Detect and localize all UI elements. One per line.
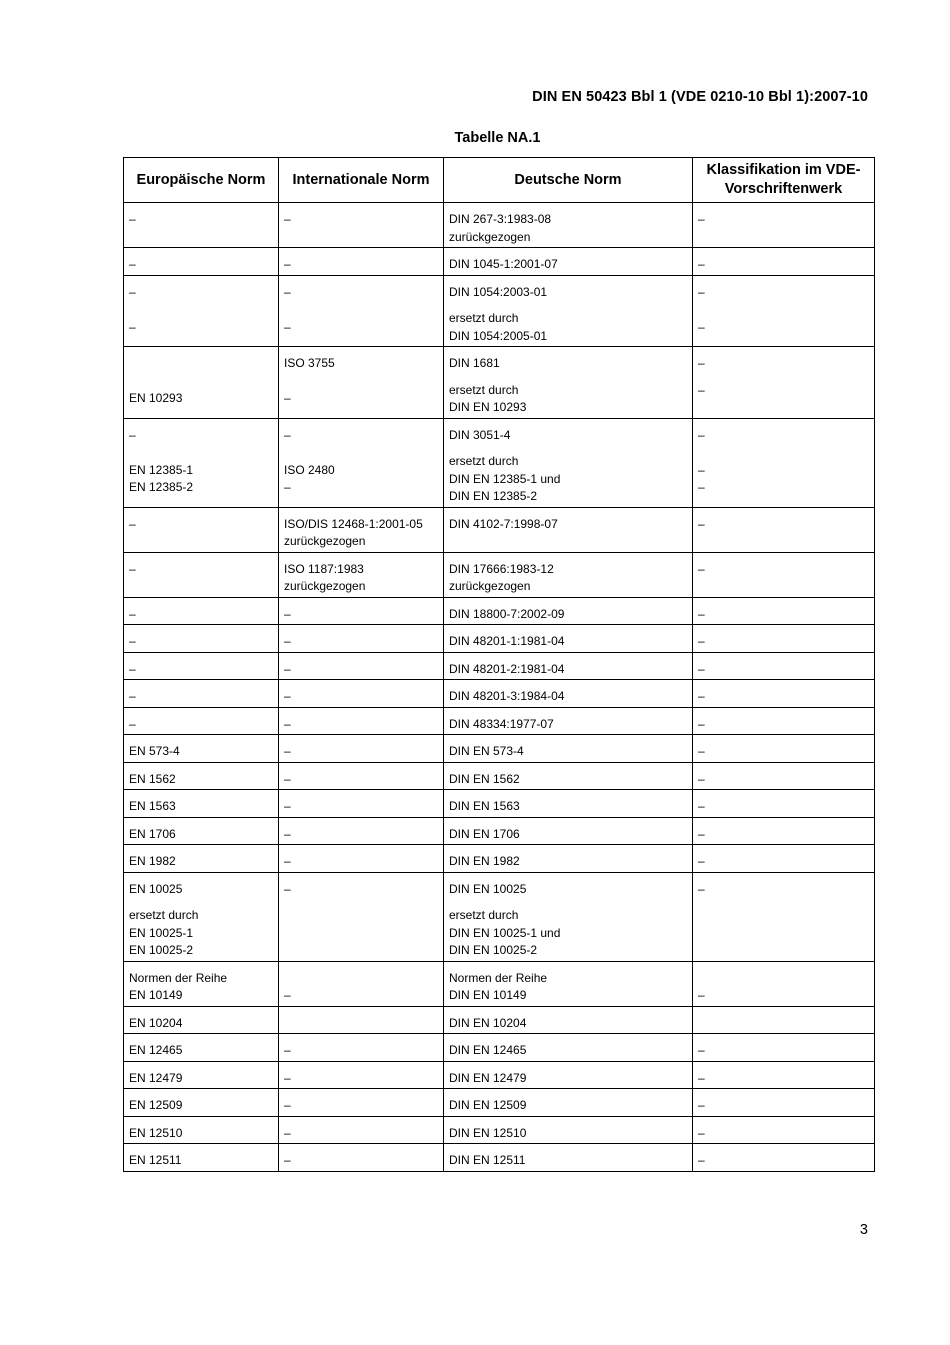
- cell-line: DIN EN 1706: [449, 826, 520, 841]
- cell-line: ersetzt durch: [449, 311, 519, 325]
- cell-line: –: [129, 319, 136, 334]
- table-row: [124, 248, 875, 276]
- international-norm-cell: [279, 1116, 444, 1144]
- european-norm-cell: [124, 597, 279, 625]
- cell-line: –: [698, 854, 705, 868]
- european-norm-cell: [124, 625, 279, 653]
- european-norm-cell: [124, 961, 279, 1006]
- cell-line: ersetzt durch: [449, 382, 519, 397]
- german-norm-cell: [444, 625, 693, 653]
- european-norm-cell: [124, 248, 279, 276]
- table-row: [124, 418, 875, 507]
- cell-line: [129, 444, 273, 462]
- vde-classification-cell: [693, 790, 875, 818]
- german-norm-cell: [444, 961, 693, 1006]
- table-row: [124, 1034, 875, 1062]
- table-row: [124, 1061, 875, 1089]
- table-row: [124, 1116, 875, 1144]
- cell-line: DIN EN 12385-2: [449, 489, 538, 503]
- international-norm-cell: [279, 872, 444, 961]
- table-row: [124, 1089, 875, 1117]
- column-header-european-norm: Europäische Norm: [124, 158, 279, 203]
- vde-classification-cell: [693, 1006, 875, 1034]
- cell-line: DIN 3051-4: [449, 427, 511, 442]
- cell-line: DIN 18800-7:2002-09: [449, 606, 565, 621]
- cell-line: –: [129, 661, 136, 676]
- cell-line: ersetzt durch: [129, 908, 199, 922]
- cell-line: –: [284, 988, 291, 1002]
- page-number: 3: [859, 1222, 868, 1238]
- german-norm-cell: [444, 1061, 693, 1089]
- german-norm-cell: [444, 248, 693, 276]
- cell-line: Normen der Reihe: [129, 970, 228, 985]
- header-row: [124, 158, 875, 203]
- table-row: [124, 961, 875, 1006]
- column-header-german-norm: Deutsche Norm: [444, 158, 693, 203]
- cell-line: [698, 1015, 869, 1033]
- cell-line: –: [698, 382, 705, 397]
- cell-line: –: [284, 1098, 291, 1112]
- german-norm-cell: [444, 707, 693, 735]
- vde-classification-cell: [693, 1089, 875, 1117]
- cell-line: [284, 373, 438, 391]
- german-norm-cell: [444, 1116, 693, 1144]
- cell-line: –: [284, 284, 291, 299]
- cell-line: –: [284, 257, 291, 271]
- cell-line: [284, 1015, 438, 1033]
- cell-line: Normen der Reihe: [449, 970, 548, 985]
- vde-classification-cell: [693, 347, 875, 419]
- international-norm-cell: [279, 735, 444, 763]
- table-row: [124, 275, 875, 347]
- cell-line: DIN EN 12465: [449, 1043, 527, 1057]
- cell-line: –: [284, 1125, 291, 1140]
- norm-table: [123, 157, 875, 1172]
- german-norm-cell: [444, 1144, 693, 1172]
- cell-line: zurückgezogen: [449, 579, 531, 593]
- table-row: [124, 1006, 875, 1034]
- cell-line: –: [698, 480, 705, 494]
- cell-line: DIN EN 1563: [449, 799, 520, 813]
- table-row: [124, 347, 875, 419]
- cell-line: DIN EN 1562: [449, 771, 520, 786]
- cell-line: –: [284, 716, 291, 731]
- cell-line: DIN 48201-2:1981-04: [449, 661, 565, 676]
- cell-line: EN 573-4: [129, 744, 180, 758]
- table-row: [124, 735, 875, 763]
- cell-line: DIN 1054:2005-01: [449, 328, 548, 343]
- german-norm-cell: [444, 418, 693, 507]
- cell-line: [284, 301, 438, 319]
- cell-line: –: [129, 427, 136, 442]
- european-norm-cell: [124, 845, 279, 873]
- german-norm-cell: [444, 735, 693, 763]
- cell-line: EN 12479: [129, 1070, 183, 1085]
- german-norm-cell: [444, 872, 693, 961]
- german-norm-cell: [444, 1034, 693, 1062]
- european-norm-cell: [124, 418, 279, 507]
- cell-line: DIN 1054:2003-01: [449, 284, 548, 299]
- table-row: [124, 707, 875, 735]
- european-norm-cell: [124, 1116, 279, 1144]
- table-row: [124, 680, 875, 708]
- international-norm-cell: [279, 507, 444, 552]
- vde-classification-cell: [693, 872, 875, 961]
- vde-classification-cell: [693, 1034, 875, 1062]
- cell-line: DIN 48201-1:1981-04: [449, 634, 565, 648]
- german-norm-cell: [444, 817, 693, 845]
- table-head: [124, 158, 875, 203]
- table-body: [124, 203, 875, 1172]
- cell-line: EN 10204: [129, 1015, 183, 1030]
- german-norm-cell: [444, 275, 693, 347]
- vde-classification-cell: [693, 961, 875, 1006]
- cell-line: [698, 970, 869, 988]
- cell-line: –: [284, 480, 291, 494]
- cell-line: –: [129, 689, 136, 703]
- european-norm-cell: [124, 872, 279, 961]
- european-norm-cell: [124, 1061, 279, 1089]
- international-norm-cell: [279, 1034, 444, 1062]
- vde-classification-cell: [693, 652, 875, 680]
- cell-line: DIN 48334:1977-07: [449, 716, 554, 731]
- cell-line: –: [284, 799, 291, 813]
- international-norm-cell: [279, 652, 444, 680]
- international-norm-cell: [279, 680, 444, 708]
- cell-line: EN 12511: [129, 1153, 182, 1167]
- european-norm-cell: [124, 203, 279, 248]
- cell-line: –: [698, 1070, 705, 1085]
- cell-line: –: [284, 212, 291, 226]
- international-norm-cell: [279, 347, 444, 419]
- european-norm-cell: [124, 1089, 279, 1117]
- cell-line: EN 1563: [129, 799, 176, 813]
- cell-line: –: [698, 1153, 705, 1167]
- international-norm-cell: [279, 845, 444, 873]
- column-header-vde-classification: Klassifikation im VDE-Vorschriftenwerk: [693, 158, 875, 203]
- vde-classification-cell: [693, 735, 875, 763]
- cell-line: –: [284, 771, 291, 786]
- cell-line: ISO 1187:1983: [284, 561, 364, 576]
- cell-line: ersetzt durch: [449, 908, 519, 922]
- cell-line: ISO 2480: [284, 462, 335, 477]
- international-norm-cell: [279, 552, 444, 597]
- table-row: [124, 872, 875, 961]
- cell-line: DIN EN 10025-2: [449, 943, 538, 957]
- vde-classification-cell: [693, 625, 875, 653]
- table-row: [124, 817, 875, 845]
- cell-line: EN 10149: [129, 988, 183, 1002]
- cell-line: –: [284, 881, 291, 896]
- cell-line: DIN EN 12479: [449, 1070, 527, 1085]
- cell-line: zurückgezogen: [284, 534, 366, 548]
- vde-classification-cell: [693, 1061, 875, 1089]
- cell-line: –: [698, 516, 705, 531]
- cell-line: –: [284, 634, 291, 648]
- international-norm-cell: [279, 625, 444, 653]
- cell-line: DIN 1681: [449, 356, 500, 370]
- cell-line: ISO 3755: [284, 356, 335, 370]
- cell-line: –: [129, 606, 136, 621]
- cell-line: DIN 17666:1983-12: [449, 561, 554, 576]
- international-norm-cell: [279, 961, 444, 1006]
- cell-line: –: [698, 257, 705, 271]
- international-norm-cell: [279, 790, 444, 818]
- international-norm-cell: [279, 1144, 444, 1172]
- cell-line: –: [698, 606, 705, 621]
- vde-classification-cell: [693, 845, 875, 873]
- vde-classification-cell: [693, 418, 875, 507]
- cell-line: –: [698, 1098, 705, 1112]
- international-norm-cell: [279, 597, 444, 625]
- german-norm-cell: [444, 1006, 693, 1034]
- table-row: [124, 597, 875, 625]
- european-norm-cell: [124, 552, 279, 597]
- cell-line: –: [129, 516, 136, 531]
- cell-line: –: [698, 284, 705, 299]
- cell-line: EN 10025: [129, 881, 183, 896]
- cell-line: DIN EN 1982: [449, 854, 520, 868]
- vde-classification-cell: [693, 597, 875, 625]
- vde-classification-cell: [693, 203, 875, 248]
- cell-line: –: [284, 1043, 291, 1057]
- international-norm-cell: [279, 1089, 444, 1117]
- cell-line: –: [698, 771, 705, 786]
- european-norm-cell: [124, 817, 279, 845]
- cell-line: –: [284, 391, 291, 405]
- cell-line: –: [698, 427, 705, 442]
- table-row: [124, 1144, 875, 1172]
- cell-line: ISO/DIS 12468-1:2001-05: [284, 516, 423, 531]
- cell-line: ersetzt durch: [449, 454, 519, 468]
- cell-line: –: [698, 634, 705, 648]
- european-norm-cell: [124, 680, 279, 708]
- cell-line: EN 12465: [129, 1043, 183, 1057]
- cell-line: EN 12509: [129, 1098, 183, 1112]
- cell-line: –: [698, 356, 705, 370]
- cell-line: –: [698, 212, 705, 226]
- cell-line: –: [698, 744, 705, 758]
- cell-line: –: [698, 716, 705, 731]
- international-norm-cell: [279, 275, 444, 347]
- cell-line: DIN EN 10025-1 und: [449, 925, 561, 940]
- cell-line: –: [129, 284, 136, 299]
- international-norm-cell: [279, 203, 444, 248]
- column-header-international-norm: Internationale Norm: [279, 158, 444, 203]
- cell-line: –: [129, 212, 136, 226]
- german-norm-cell: [444, 762, 693, 790]
- cell-line: EN 10293: [129, 391, 183, 405]
- cell-line: –: [698, 1125, 705, 1140]
- cell-line: –: [284, 606, 291, 621]
- european-norm-cell: [124, 790, 279, 818]
- cell-line: –: [698, 799, 705, 813]
- cell-line: zurückgezogen: [449, 229, 531, 244]
- cell-line: –: [129, 257, 136, 271]
- cell-line: EN 12510: [129, 1125, 183, 1140]
- vde-classification-cell: [693, 275, 875, 347]
- cell-line: –: [284, 826, 291, 841]
- cell-line: EN 1562: [129, 771, 176, 786]
- vde-classification-cell: [693, 1116, 875, 1144]
- vde-classification-cell: [693, 1144, 875, 1172]
- cell-line: EN 10025-1: [129, 925, 194, 940]
- european-norm-cell: [124, 762, 279, 790]
- german-norm-cell: [444, 203, 693, 248]
- german-norm-cell: [444, 790, 693, 818]
- german-norm-cell: [444, 652, 693, 680]
- cell-line: EN 12385-2: [129, 480, 194, 494]
- cell-line: DIN EN 12511: [449, 1153, 526, 1167]
- cell-line: –: [698, 1043, 705, 1057]
- cell-line: EN 12385-1: [129, 462, 194, 477]
- cell-line: [129, 355, 273, 373]
- cell-line: [129, 301, 273, 319]
- table-row: [124, 845, 875, 873]
- international-norm-cell: [279, 762, 444, 790]
- european-norm-cell: [124, 707, 279, 735]
- cell-line: EN 1982: [129, 854, 176, 868]
- cell-line: –: [698, 561, 705, 576]
- cell-line: [284, 970, 438, 988]
- european-norm-cell: [124, 1034, 279, 1062]
- german-norm-cell: [444, 845, 693, 873]
- cell-line: EN 10025-2: [129, 943, 194, 957]
- cell-line: –: [129, 561, 136, 576]
- cell-line: –: [698, 988, 705, 1002]
- european-norm-cell: [124, 735, 279, 763]
- cell-line: DIN 48201-3:1984-04: [449, 689, 565, 703]
- cell-line: [284, 444, 438, 462]
- cell-line: –: [284, 319, 291, 334]
- table-row: [124, 552, 875, 597]
- international-norm-cell: [279, 1061, 444, 1089]
- cell-line: [698, 444, 869, 462]
- cell-line: DIN EN 10204: [449, 1015, 527, 1030]
- cell-line: DIN EN 10025: [449, 881, 527, 896]
- cell-line: –: [284, 744, 291, 758]
- cell-line: [129, 373, 273, 391]
- cell-line: DIN EN 10149: [449, 988, 527, 1002]
- vde-classification-cell: [693, 552, 875, 597]
- cell-line: –: [284, 854, 291, 868]
- european-norm-cell: [124, 652, 279, 680]
- cell-line: DIN EN 573-4: [449, 744, 524, 758]
- german-norm-cell: [444, 680, 693, 708]
- vde-classification-cell: [693, 507, 875, 552]
- german-norm-cell: [444, 1089, 693, 1117]
- german-norm-cell: [444, 507, 693, 552]
- cell-line: –: [698, 826, 705, 841]
- cell-line: DIN EN 12510: [449, 1125, 527, 1140]
- vde-classification-cell: [693, 762, 875, 790]
- cell-line: –: [284, 689, 291, 703]
- german-norm-cell: [444, 597, 693, 625]
- international-norm-cell: [279, 1006, 444, 1034]
- cell-line: –: [129, 716, 136, 731]
- cell-line: –: [698, 661, 705, 676]
- international-norm-cell: [279, 707, 444, 735]
- international-norm-cell: [279, 418, 444, 507]
- german-norm-cell: [444, 347, 693, 419]
- cell-line: DIN 4102-7:1998-07: [449, 516, 558, 531]
- table-row: [124, 790, 875, 818]
- cell-line: –: [698, 689, 705, 703]
- cell-line: –: [284, 1070, 291, 1085]
- cell-line: –: [284, 427, 291, 442]
- cell-line: –: [698, 319, 705, 334]
- cell-line: –: [698, 462, 705, 477]
- table-row: [124, 203, 875, 248]
- european-norm-cell: [124, 507, 279, 552]
- cell-line: [698, 301, 869, 319]
- cell-line: DIN EN 12385-1 und: [449, 471, 561, 486]
- table-row: [124, 507, 875, 552]
- vde-classification-cell: [693, 248, 875, 276]
- european-norm-cell: [124, 347, 279, 419]
- document-header: DIN EN 50423 Bbl 1 (VDE 0210-10 Bbl 1):2007-10: [532, 89, 868, 105]
- table-title: Tabelle NA.1: [454, 130, 541, 146]
- cell-line: DIN EN 10293: [449, 400, 527, 414]
- cell-line: –: [284, 1153, 291, 1167]
- table-row: [124, 652, 875, 680]
- vde-classification-cell: [693, 707, 875, 735]
- cell-line: DIN EN 12509: [449, 1098, 527, 1112]
- european-norm-cell: [124, 1144, 279, 1172]
- international-norm-cell: [279, 817, 444, 845]
- german-norm-cell: [444, 552, 693, 597]
- cell-line: DIN 1045-1:2001-07: [449, 257, 558, 271]
- european-norm-cell: [124, 275, 279, 347]
- vde-classification-cell: [693, 817, 875, 845]
- table-row: [124, 762, 875, 790]
- european-norm-cell: [124, 1006, 279, 1034]
- international-norm-cell: [279, 248, 444, 276]
- cell-line: DIN 267-3:1983-08: [449, 212, 552, 226]
- cell-line: –: [698, 881, 705, 896]
- cell-line: EN 1706: [129, 826, 176, 841]
- cell-line: –: [129, 634, 136, 648]
- cell-line: –: [284, 661, 291, 676]
- table-row: [124, 625, 875, 653]
- cell-line: zurückgezogen: [284, 579, 366, 593]
- vde-classification-cell: [693, 680, 875, 708]
